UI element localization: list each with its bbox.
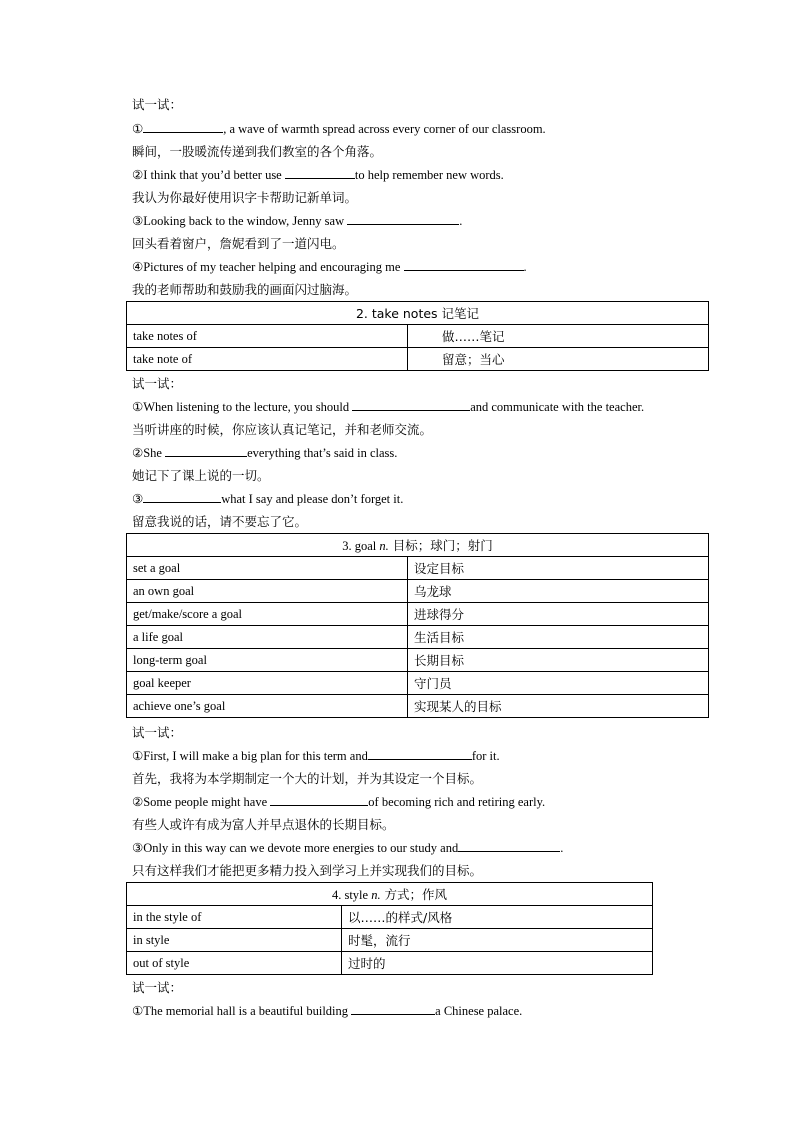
- item-text-before: First, I will make a big plan for this term and: [143, 749, 368, 763]
- table-title: 4. style n. 方式；作风: [127, 883, 653, 906]
- item-marker: ①: [132, 121, 144, 136]
- meaning-cell: 守门员: [408, 672, 709, 695]
- meaning-cell: 时髦，流行: [342, 929, 653, 952]
- item-text-before: Looking back to the window, Jenny saw: [143, 214, 348, 228]
- phrase-cell: an own goal: [127, 580, 408, 603]
- item-text-after: to help remember new words.: [354, 168, 504, 182]
- table-row: [127, 348, 709, 371]
- item-text-after: of becoming rich and retiring early.: [368, 795, 546, 809]
- item-text-before: She: [143, 446, 166, 460]
- item-text-after: .: [560, 841, 564, 855]
- table-row: [127, 325, 709, 348]
- phrase-cell: get/make/score a goal: [127, 603, 408, 626]
- exercise-prompt: 试一试：: [132, 725, 183, 740]
- exercise-item: [132, 212, 462, 230]
- phrase-cell: goal keeper: [127, 672, 408, 695]
- item-marker: ①: [132, 748, 144, 763]
- vocab-table-style: [126, 882, 653, 975]
- phrase-cell: a life goal: [127, 626, 408, 649]
- item-translation: 我认为你最好使用识字卡帮助记新单词。: [132, 190, 358, 205]
- vocab-table-take-notes: [126, 301, 709, 371]
- table-row: [127, 929, 653, 952]
- item-marker: ②: [132, 794, 144, 809]
- meaning-cell: 过时的: [342, 952, 653, 975]
- exercise-item: [132, 793, 545, 811]
- phrase-cell: take note of: [127, 348, 408, 371]
- answer-blank[interactable]: [458, 839, 560, 852]
- table-row: [127, 695, 709, 718]
- item-text-after: and communicate with the teacher.: [470, 400, 645, 414]
- exercise-item: [132, 747, 500, 765]
- item-marker: ③: [132, 840, 144, 855]
- item-marker: ④: [132, 259, 144, 274]
- answer-blank[interactable]: [165, 444, 247, 457]
- meaning-cell: 长期目标: [408, 649, 709, 672]
- answer-blank[interactable]: [404, 258, 524, 271]
- answer-blank[interactable]: [285, 166, 355, 179]
- item-text-before: Some people might have: [143, 795, 271, 809]
- table-row: [127, 580, 709, 603]
- exercise-item: [132, 120, 546, 138]
- item-marker: ③: [132, 213, 144, 228]
- table-row: [127, 557, 709, 580]
- item-text-before: When listening to the lecture, you should: [143, 400, 353, 414]
- item-translation: 瞬间，一股暖流传递到我们教室的各个角落。: [132, 144, 383, 159]
- item-marker: ②: [132, 445, 144, 460]
- table-row: [127, 649, 709, 672]
- answer-blank[interactable]: [352, 398, 470, 411]
- item-text-after: what I say and please don’t forget it.: [221, 492, 404, 506]
- phrase-cell: achieve one’s goal: [127, 695, 408, 718]
- meaning-cell: 设定目标: [408, 557, 709, 580]
- item-text-after: .: [523, 260, 527, 274]
- exercise-item: [132, 444, 397, 462]
- item-text-before: Pictures of my teacher helping and encouraging me: [143, 260, 404, 274]
- phrase-cell: in the style of: [127, 906, 342, 929]
- item-translation: 回头看着窗户，詹妮看到了一道闪电。: [132, 236, 345, 251]
- item-translation: 我的老师帮助和鼓励我的画面闪过脑海。: [132, 282, 358, 297]
- phrase-cell: set a goal: [127, 557, 408, 580]
- item-text-after: for it.: [471, 749, 500, 763]
- table-row: [127, 952, 653, 975]
- phrase-cell: take notes of: [127, 325, 408, 348]
- meaning-cell: 做……笔记: [408, 325, 709, 348]
- item-marker: ①: [132, 1003, 144, 1018]
- item-translation: 首先，我将为本学期制定一个大的计划，并为其设定一个目标。: [132, 771, 483, 786]
- item-marker: ③: [132, 491, 144, 506]
- item-marker: ①: [132, 399, 144, 414]
- item-translation: 有些人或许有成为富人并早点退休的长期目标。: [132, 817, 395, 832]
- table-title: 3. goal n. 目标；球门；射门: [127, 534, 709, 557]
- item-marker: ②: [132, 167, 144, 182]
- item-text-before: I think that you’d better use: [143, 168, 285, 182]
- exercise-item: [132, 398, 644, 416]
- exercise-prompt: 试一试：: [132, 980, 183, 995]
- table-row: [127, 906, 653, 929]
- table-row: [127, 672, 709, 695]
- meaning-cell: 乌龙球: [408, 580, 709, 603]
- item-translation: 她记下了课上说的一切。: [132, 468, 270, 483]
- meaning-cell: 实现某人的目标: [408, 695, 709, 718]
- exercise-prompt: 试一试：: [132, 97, 183, 112]
- phrase-cell: in style: [127, 929, 342, 952]
- item-text: , a wave of warmth spread across every corner of our classroom.: [223, 122, 546, 136]
- item-text-before: Only in this way can we devote more energies to our study and: [143, 841, 459, 855]
- answer-blank[interactable]: [347, 212, 459, 225]
- item-text-after: .: [459, 214, 463, 228]
- exercise-prompt: 试一试：: [132, 376, 183, 391]
- item-translation: 只有这样我们才能把更多精力投入到学习上并实现我们的目标。: [132, 863, 483, 878]
- table-title: 2. take notes 记笔记: [127, 302, 709, 325]
- phrase-cell: out of style: [127, 952, 342, 975]
- exercise-item: [132, 258, 527, 276]
- answer-blank[interactable]: [143, 120, 223, 133]
- table-row: [127, 626, 709, 649]
- phrase-cell: long-term goal: [127, 649, 408, 672]
- item-text-before: The memorial hall is a beautiful building: [143, 1004, 352, 1018]
- meaning-cell: 生活目标: [408, 626, 709, 649]
- answer-blank[interactable]: [368, 747, 472, 760]
- item-text-after: a Chinese palace.: [435, 1004, 523, 1018]
- item-translation: 当听讲座的时候，你应该认真记笔记，并和老师交流。: [132, 422, 433, 437]
- item-text-after: everything that’s said in class.: [247, 446, 398, 460]
- vocab-table-goal: [126, 533, 709, 718]
- exercise-item: [132, 839, 563, 857]
- meaning-cell: 留意；当心: [408, 348, 709, 371]
- answer-blank[interactable]: [270, 793, 368, 806]
- meaning-cell: 进球得分: [408, 603, 709, 626]
- exercise-item: [132, 166, 504, 184]
- exercise-item: [132, 1002, 522, 1020]
- exercise-item: [132, 490, 403, 508]
- meaning-cell: 以……的样式/风格: [342, 906, 653, 929]
- table-row: [127, 603, 709, 626]
- item-translation: 留意我说的话，请不要忘了它。: [132, 514, 308, 529]
- answer-blank[interactable]: [351, 1002, 435, 1015]
- answer-blank[interactable]: [143, 490, 221, 503]
